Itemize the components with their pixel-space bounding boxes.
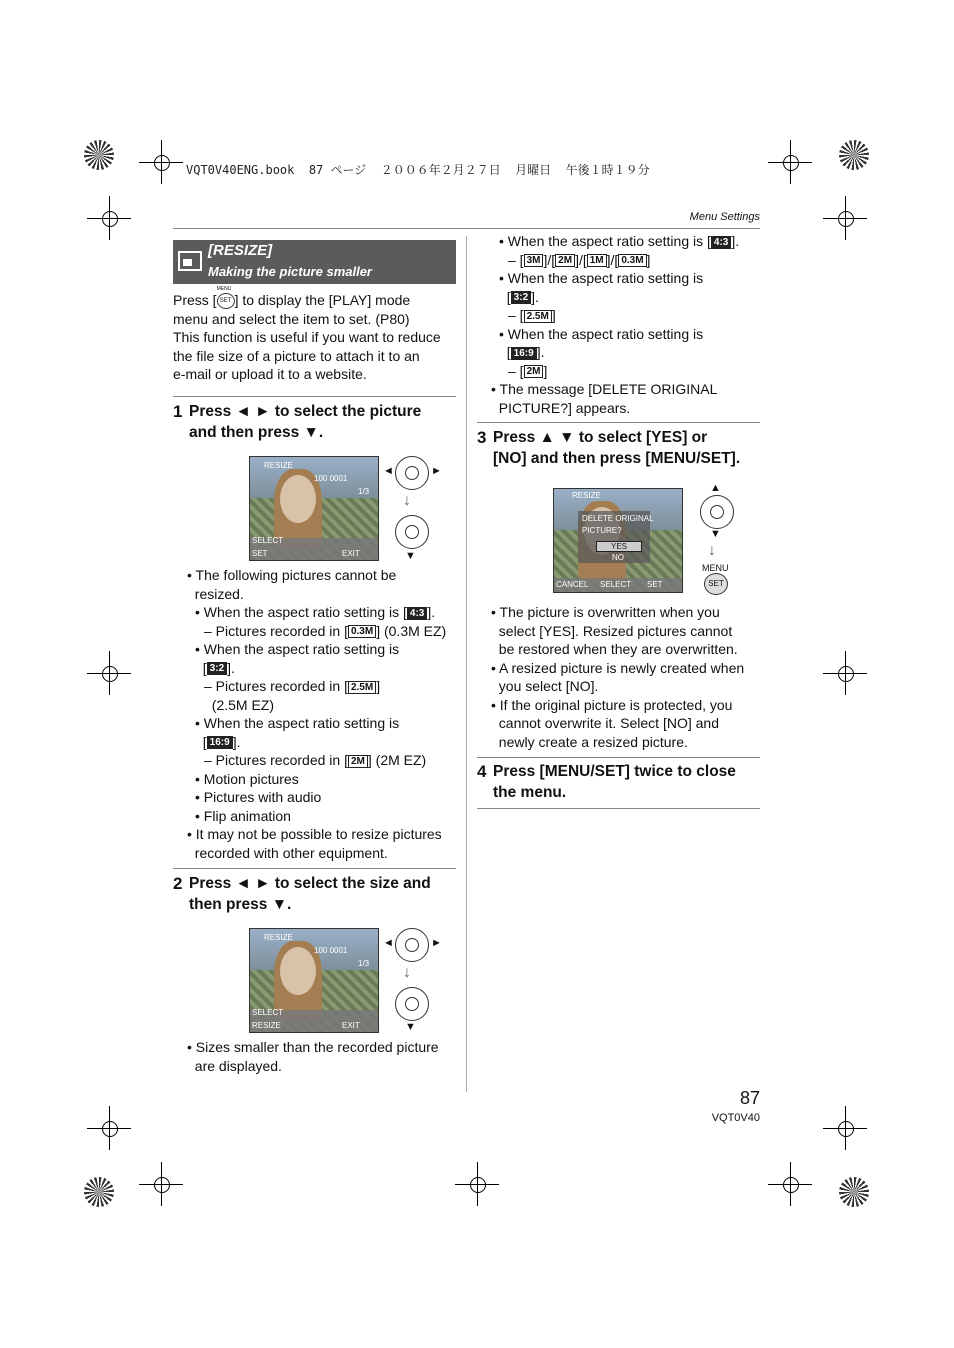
dpad-icon — [395, 515, 429, 549]
dpad-icon — [700, 495, 734, 529]
section-title: [RESIZE] — [208, 242, 273, 259]
screen-set: RESIZE — [252, 1021, 281, 1030]
note-line — [187, 825, 462, 844]
screen-cancel: CANCEL — [556, 580, 589, 589]
intro-line: e-mail or upload it to a website. — [173, 366, 367, 382]
step-number: 3 — [477, 428, 487, 447]
doc-code: VQT0V40 — [711, 1112, 760, 1124]
size-badge: 1M — [587, 254, 607, 267]
note-line — [491, 343, 766, 362]
note-text: – [ — [508, 251, 524, 268]
note-text: ] (2M EZ) — [367, 752, 427, 768]
size-badge: 4:3 — [711, 236, 731, 249]
note-text: • When the aspect ratio setting is [ — [499, 233, 711, 249]
notes-list-3 — [491, 603, 766, 751]
step-1 — [173, 401, 459, 443]
resize-icon — [178, 251, 202, 271]
size-badge: 2M — [348, 755, 368, 768]
note-text: resized. — [187, 585, 244, 602]
note-line: are displayed. — [187, 1057, 282, 1074]
screen-counter: 100 0001 — [314, 474, 348, 483]
intro-line: ] to display the [PLAY] mode — [234, 292, 411, 308]
intro-line: Press [ — [173, 292, 217, 308]
note-text: – [ — [508, 362, 524, 379]
screen-select: SELECT — [600, 580, 632, 589]
left-arrow-icon: ◄ — [383, 937, 394, 949]
section-subtitle: Making the picture smaller — [208, 264, 372, 279]
note-text: • Motion pictures — [195, 770, 299, 787]
dpad-icon — [395, 987, 429, 1021]
note-line — [491, 269, 766, 288]
notes-list-2 — [187, 1038, 462, 1075]
note-line: newly create a resized picture. — [491, 733, 688, 750]
menu-set-button-icon — [216, 286, 235, 309]
registration-mark-top-right — [839, 140, 869, 170]
dpad-icon — [395, 456, 429, 490]
note-text: • Flip animation — [195, 807, 291, 824]
down-flow-arrow-icon: ↓ — [403, 492, 411, 509]
registration-mark-top-left — [84, 140, 114, 170]
note-line — [187, 659, 462, 678]
screen-select: SELECT — [252, 536, 284, 545]
note-text: ]. — [427, 604, 436, 620]
step-number: 1 — [173, 402, 183, 421]
note-line — [187, 770, 462, 789]
note-text: recorded with other equipment. — [187, 844, 388, 861]
step-line: Press ◄ ► to select the size and — [189, 875, 431, 892]
step-rule — [173, 868, 456, 869]
screen-option-yes: YES — [596, 541, 642, 552]
size-badge: 3:2 — [511, 291, 531, 304]
menu-set-button-icon — [704, 573, 728, 595]
note-text: ]/[ — [606, 251, 619, 268]
note-line — [491, 380, 766, 399]
registration-mark-bottom-right — [839, 1177, 869, 1207]
note-text: [ — [195, 659, 207, 676]
note-line: • Sizes smaller than the recorded picture — [187, 1039, 439, 1055]
note-line: • If the original picture is protected, you — [491, 696, 733, 713]
note-text: ] — [551, 307, 556, 323]
note-text: ] — [646, 251, 651, 268]
size-badge: 2M — [555, 254, 575, 267]
menu-label: MENU — [216, 286, 232, 293]
header-rule — [173, 228, 760, 229]
note-text: – Pictures recorded in [ — [204, 678, 348, 694]
step-line: the menu. — [493, 784, 567, 801]
note-text: ]. — [731, 233, 740, 249]
intro-line: the file size of a picture to attach it to an — [173, 347, 420, 364]
note-text: PICTURE?] appears. — [491, 399, 631, 416]
down-flow-arrow-icon: ↓ — [403, 964, 411, 981]
dpad-icon — [395, 928, 429, 962]
step-2 — [173, 873, 459, 915]
screen-message: DELETE ORIGINAL — [582, 514, 654, 523]
right-notes-list — [491, 232, 766, 417]
note-line: • A resized picture is newly created when — [491, 659, 745, 676]
step-line: Press ◄ ► to select the picture — [189, 403, 422, 420]
note-line: you select [NO]. — [491, 678, 599, 694]
screen-title: RESIZE — [264, 461, 293, 470]
note-line — [187, 788, 462, 807]
note-line — [187, 677, 462, 696]
screen-frame: 1/3 — [358, 487, 370, 496]
down-arrow-icon: ▼ — [405, 1021, 416, 1033]
note-line: • The picture is overwritten when you — [491, 604, 720, 620]
note-text: • When the aspect ratio setting is — [195, 715, 400, 731]
running-title: Menu Settings — [689, 211, 760, 223]
screen-message: PICTURE? — [582, 526, 622, 535]
size-badge: 16:9 — [207, 736, 233, 749]
down-arrow-icon: ▼ — [405, 550, 416, 562]
screen-set: SET — [252, 549, 268, 558]
note-text: • Pictures with audio — [195, 789, 322, 805]
screen-title: RESIZE — [572, 491, 601, 500]
note-text: • The message [DELETE ORIGINAL — [491, 381, 718, 397]
left-arrow-icon: ◄ — [383, 465, 394, 477]
note-text: – [ — [508, 307, 524, 323]
note-text: ]/[ — [575, 251, 587, 268]
note-line — [187, 807, 462, 826]
note-line — [187, 751, 462, 770]
step-line: [NO] and then press [MENU/SET]. — [493, 450, 741, 467]
screen-set: SET — [647, 580, 663, 589]
note-text: • When the aspect ratio setting is — [195, 641, 400, 657]
note-text: • The following pictures cannot be — [187, 567, 397, 583]
menu-set-label: SET — [219, 298, 232, 305]
note-text: (2.5M EZ) — [204, 696, 275, 713]
note-text: [ — [499, 344, 511, 360]
screen-select: SELECT — [252, 1008, 284, 1017]
camera-screen-2 — [249, 928, 379, 1033]
section-header — [173, 240, 456, 284]
note-text: ] — [543, 362, 548, 379]
note-line — [187, 603, 462, 622]
step-line: Press [MENU/SET] twice to close — [493, 763, 736, 780]
right-arrow-icon: ► — [431, 937, 442, 949]
note-line — [491, 251, 766, 270]
down-arrow-icon: ▼ — [710, 528, 721, 540]
note-text: • When the aspect ratio setting is — [499, 325, 704, 342]
step-rule — [477, 422, 760, 423]
note-line — [491, 306, 766, 325]
notes-list-1 — [187, 566, 462, 862]
up-arrow-icon: ▲ — [710, 482, 721, 494]
step-3 — [477, 427, 763, 469]
note-line — [187, 585, 462, 604]
note-line: cannot overwrite it. Select [NO] and — [491, 715, 719, 731]
note-line — [187, 714, 462, 733]
note-line — [491, 288, 766, 307]
note-text: • When the aspect ratio setting is — [499, 270, 704, 286]
note-text: ] (0.3M EZ) — [376, 622, 447, 639]
note-text: ]. — [227, 659, 235, 676]
step-line: then press ▼. — [189, 896, 292, 913]
column-divider — [466, 236, 467, 1092]
screen-counter: 100 0001 — [314, 946, 348, 955]
screen-title: RESIZE — [264, 933, 293, 942]
camera-screen-3 — [553, 488, 683, 593]
screen-exit: EXIT — [342, 1021, 360, 1030]
size-badge: 4:3 — [407, 607, 427, 620]
right-arrow-icon: ► — [431, 465, 442, 477]
size-badge: 2M — [524, 365, 544, 378]
note-line — [491, 362, 766, 381]
note-line — [491, 325, 766, 344]
note-text: [ — [195, 733, 207, 750]
down-flow-arrow-icon: ↓ — [708, 542, 716, 559]
step-rule — [477, 757, 760, 758]
page-number: 87 — [739, 1088, 760, 1108]
note-line — [187, 640, 462, 659]
note-text: – Pictures recorded in [ — [204, 752, 348, 768]
intro-text — [173, 286, 463, 384]
note-text: ]/[ — [543, 251, 556, 268]
note-line — [187, 844, 462, 863]
note-line — [491, 232, 766, 251]
screen-exit: EXIT — [342, 549, 360, 558]
registration-mark-bottom-left — [84, 1177, 114, 1207]
size-badge: 2.5M — [524, 310, 552, 323]
size-badge: 0.3M — [618, 254, 646, 267]
step-rule — [173, 396, 456, 397]
size-badge: 3M — [524, 254, 544, 267]
intro-line: menu and select the item to set. (P80) — [173, 310, 410, 327]
note-text: – Pictures recorded in [ — [204, 622, 348, 639]
step-number: 4 — [477, 762, 487, 781]
intro-line: This function is useful if you want to reduce — [173, 329, 441, 345]
note-line: be restored when they are overwritten. — [491, 641, 738, 657]
size-badge: 3:2 — [207, 662, 227, 675]
note-line — [187, 733, 462, 752]
note-text: • When the aspect ratio setting is [ — [195, 604, 407, 620]
step-4 — [477, 761, 763, 803]
screen-frame: 1/3 — [358, 959, 370, 968]
note-text: ]. — [232, 733, 241, 750]
size-badge: 16:9 — [511, 347, 537, 360]
menu-label: MENU — [702, 563, 729, 573]
size-badge: 2.5M — [348, 681, 376, 694]
step-line: and then press ▼. — [189, 424, 324, 441]
note-line: select [YES]. Resized pictures cannot — [491, 622, 733, 639]
print-header-line: VQT0V40ENG.book 87 ページ ２００６年２月２７日 月曜日 午後１時１９分 — [186, 163, 650, 177]
note-text: • It may not be possible to resize pictures — [187, 826, 442, 842]
note-text: [ — [499, 288, 511, 305]
note-text: ]. — [536, 344, 545, 360]
note-line — [187, 696, 462, 715]
note-text: ] — [376, 678, 381, 694]
note-line — [187, 622, 462, 641]
set-label: SET — [708, 579, 724, 588]
note-text: ]. — [531, 288, 539, 305]
step-rule — [477, 808, 760, 809]
size-badge: 0.3M — [348, 625, 376, 638]
step-number: 2 — [173, 874, 183, 893]
note-line — [187, 566, 462, 585]
note-line — [491, 399, 766, 418]
camera-screen-1 — [249, 456, 379, 561]
step-line: Press ▲ ▼ to select [YES] or — [493, 429, 708, 446]
screen-option-no: NO — [612, 553, 624, 562]
